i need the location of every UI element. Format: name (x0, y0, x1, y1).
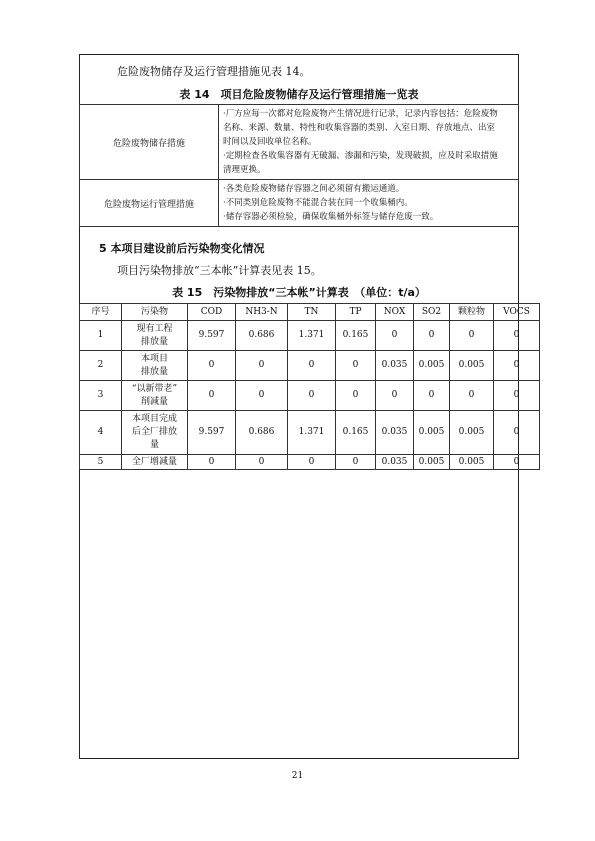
table-row (80, 351, 540, 381)
page-number: 21 (291, 771, 304, 781)
row-number: 2 (80, 351, 122, 381)
table15-caption: 表 15 污染物排放“三本帐”计算表 （单位：t/a） (172, 286, 426, 299)
value-cell: 0 (494, 381, 540, 411)
value-cell: 1.371 (288, 411, 336, 455)
value-cell: 0 (414, 321, 450, 351)
value-cell: 0.165 (336, 321, 376, 351)
value-cell: 0 (450, 381, 494, 411)
value-cell: 0 (188, 455, 236, 470)
header-cell: NH3-N (236, 304, 288, 321)
value-cell: 0 (376, 321, 414, 351)
name-line: 排放量 (140, 336, 168, 347)
name-line: “以新带老” (131, 383, 178, 394)
header-cell: COD (188, 304, 236, 321)
header-cell: TP (336, 304, 376, 321)
pollutant-name (122, 351, 188, 381)
name-line: 后全厂排放 (131, 427, 177, 437)
value-cell: 0.005 (450, 411, 494, 455)
table15 (79, 303, 540, 470)
value-cell: 0.165 (336, 411, 376, 455)
value-cell: 9.597 (188, 411, 236, 455)
value-cell: 0 (236, 351, 288, 381)
value-cell: 1.371 (288, 321, 336, 351)
value-cell: 0 (188, 351, 236, 381)
table14-row-label: 危险废物储存措施 (80, 105, 219, 180)
pollutant-name (122, 411, 188, 455)
row-number: 5 (80, 455, 122, 470)
value-cell: 0.035 (376, 411, 414, 455)
table14 (79, 104, 519, 227)
table-row (80, 455, 540, 470)
value-cell: 0.686 (236, 321, 288, 351)
table14-caption: 表 14 项目危险废物储存及运行管理措施一览表 (179, 88, 419, 101)
name-line: 现有工程 (136, 323, 173, 334)
value-cell: 0.005 (414, 455, 450, 470)
name-line: 本项目完成 (131, 414, 177, 424)
value-cell: 0 (336, 351, 376, 381)
content-line: ·各类危险废物储存容器之间必须留有搬运通道。 (223, 184, 405, 194)
value-cell: 0 (336, 455, 376, 470)
content-line: 名称、来源、数量、特性和收集容器的类别、入室日期、存放地点、出室 (223, 123, 496, 133)
intro15-text: 项目污染物排放“三本帐”计算表见表 15。 (117, 264, 322, 277)
section5-heading: 5 本项目建设前后污染物变化情况 (99, 242, 265, 255)
name-line: 全厂增减量 (131, 456, 177, 467)
table-row (80, 321, 540, 351)
value-cell: 0 (188, 381, 236, 411)
value-cell: 0 (288, 455, 336, 470)
table14-row-content (219, 180, 519, 227)
value-cell: 0.005 (414, 351, 450, 381)
value-cell: 0.005 (414, 411, 450, 455)
value-cell: 0.035 (376, 455, 414, 470)
table15-header-row (80, 304, 540, 321)
value-cell: 0 (236, 455, 288, 470)
table-row (80, 105, 519, 180)
header-cell: 颗粒物 (450, 304, 494, 321)
header-cell: 污染物 (122, 304, 188, 321)
content-line: ·不同类别危险废物不能混合装在同一个收集桶内。 (223, 198, 413, 208)
content-line: ·厂方应每一次都对危险废物产生情况进行记录，记录内容包括：危险废物 (223, 109, 498, 119)
value-cell: 0 (288, 351, 336, 381)
value-cell: 0 (288, 381, 336, 411)
value-cell: 0.005 (450, 455, 494, 470)
table-row (80, 180, 519, 227)
content-line: ·储存容器必须检验，确保收集桶外标签与储存危废一致。 (223, 212, 439, 222)
value-cell: 9.597 (188, 321, 236, 351)
value-cell: 0 (236, 381, 288, 411)
value-cell: 0 (336, 381, 376, 411)
row-number: 4 (80, 411, 122, 455)
pollutant-name (122, 455, 188, 470)
value-cell: 0 (494, 321, 540, 351)
name-line: 削减量 (140, 396, 168, 407)
content-line: 时间以及回收单位名称。 (223, 137, 317, 147)
value-cell: 0 (450, 321, 494, 351)
header-cell: TN (288, 304, 336, 321)
content-line: ·定期检查各收集容器有无破漏、渗漏和污染，发现破损，应及时采取措施 (223, 151, 498, 161)
pollutant-name (122, 381, 188, 411)
table14-row-label: 危险废物运行管理措施 (80, 180, 219, 227)
row-number: 3 (80, 381, 122, 411)
name-line: 本项目 (140, 353, 168, 364)
value-cell: 0 (494, 411, 540, 455)
pollutant-name (122, 321, 188, 351)
value-cell: 0 (494, 351, 540, 381)
name-line: 量 (149, 440, 159, 450)
value-cell: 0.005 (450, 351, 494, 381)
table-row (80, 381, 540, 411)
name-line: 排放量 (140, 366, 168, 377)
header-cell: VOCS (494, 304, 540, 321)
table-row (80, 411, 540, 455)
table14-row-content (219, 105, 519, 180)
content-line: 清理更换。 (223, 165, 266, 175)
value-cell: 0 (414, 381, 450, 411)
header-cell: 序号 (80, 304, 122, 321)
value-cell: 0 (376, 381, 414, 411)
intro-text: 危险废物储存及运行管理措施见表 14。 (117, 65, 311, 78)
row-number: 1 (80, 321, 122, 351)
header-cell: NOX (376, 304, 414, 321)
value-cell: 0.686 (236, 411, 288, 455)
value-cell: 0.035 (376, 351, 414, 381)
value-cell: 0 (494, 455, 540, 470)
header-cell: SO2 (414, 304, 450, 321)
